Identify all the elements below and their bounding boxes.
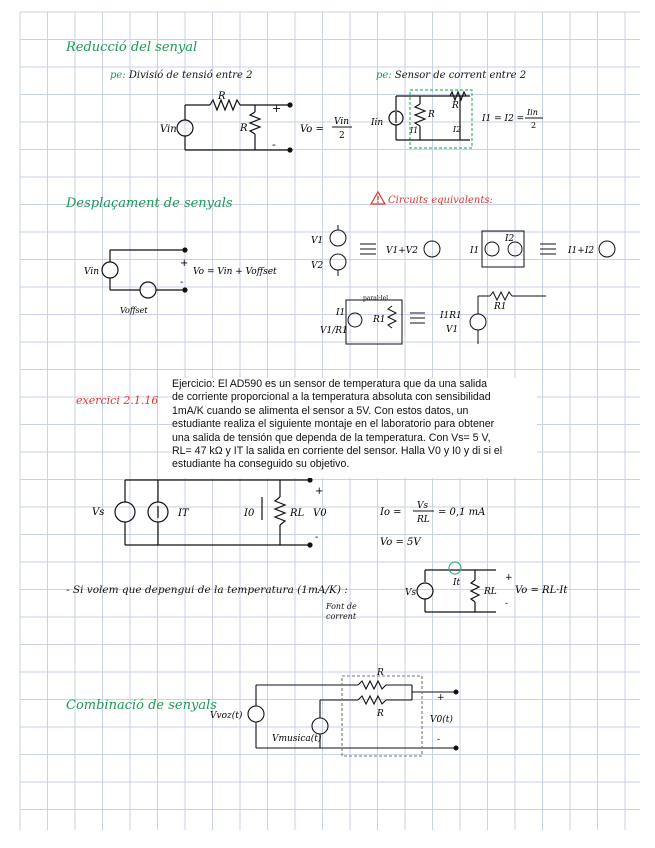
comb-minus: - [437, 735, 441, 745]
offset-vin-label: Vin [84, 267, 100, 277]
current-frac-den: 2 [531, 121, 537, 130]
vo-label: Vo = [300, 124, 324, 135]
r-top-label: R [218, 91, 226, 102]
iin-label: Iin [371, 118, 384, 128]
offset-circuit [102, 248, 187, 298]
note-sub1: Font de [326, 602, 357, 611]
exercise-circuit [115, 478, 312, 547]
eq1-v1: V1 [311, 236, 324, 246]
heading-circuits-equivalents: Circuits equivalents: [388, 195, 493, 206]
ex-minus: - [315, 532, 319, 543]
eq2-sum: I1+I2 [568, 246, 595, 256]
vo-frac-den: 2 [339, 131, 345, 141]
offset-plus: + [180, 258, 189, 269]
exercise-line: 1mA/K cuando se alimenta el sensor a 5V. Con estos datos, un [172, 404, 469, 417]
vin-label: Vin [160, 124, 177, 135]
ex-v0: V0 [313, 508, 327, 519]
alt-vs: Vs [405, 588, 417, 598]
eq2-i1: I1 [470, 246, 480, 256]
heading-exercici: exercici 2.1.16 [76, 394, 159, 407]
left-note: pe: Divisió de tensió entre 2 [110, 70, 253, 81]
offset-minus: - [180, 277, 184, 288]
ex-vs: Vs [92, 507, 105, 518]
eq3-i1: I1 [336, 308, 346, 318]
note-sub2: corrent [326, 612, 357, 621]
comb-vvoz: Vvoz(t) [210, 711, 243, 721]
temperature-note: - Si volem que depengui de la temperatura (1mA/K) : [66, 584, 348, 596]
exercise-statement [172, 378, 537, 478]
comb-v0: V0(t) [430, 715, 453, 725]
eq3-parallel: paral·lel [363, 295, 389, 302]
minus-label: - [272, 138, 276, 151]
comb-r-bottom: R [377, 709, 384, 719]
combination-circuit [248, 676, 458, 756]
heading-desplacament: Desplaçament de senyals [66, 196, 233, 211]
comb-plus: + [437, 693, 445, 703]
eq1-sum: V1+V2 [386, 246, 418, 256]
eq3-r1b: R1 [494, 302, 507, 312]
warning-triangle-icon [371, 192, 385, 204]
eq-io-num: Vs [417, 501, 429, 511]
eq-io-val: = 0,1 mA [438, 507, 486, 518]
eq1-v2: V2 [311, 261, 324, 271]
r-side-label: R [240, 123, 248, 134]
eq3-v1: V1 [446, 325, 459, 335]
r2-label: R [452, 101, 459, 111]
exercise-line: estudiante realiza el siguiente montaje en el laboratorio para obtener [172, 418, 495, 431]
ex-it: IT [178, 508, 189, 519]
exercise-line: una salida de tensión que dependa de la temperatura. Con Vs= 5 V, [172, 431, 491, 444]
plus-label: + [272, 102, 282, 115]
alt-vo: Vo = RL·It [515, 585, 568, 596]
eq3-v1r1: V1/R1 [320, 326, 348, 336]
alt-rl: RL [484, 587, 497, 597]
current-eq-label: I1 = I2 = [482, 114, 525, 124]
eq-vo: Vo = 5V [380, 537, 421, 548]
alt-plus: + [505, 573, 513, 583]
exercise-line: de corriente proporcional a la temperatura absoluta con sensibilidad [172, 391, 491, 404]
comb-vmusica: Vmusica(t) [272, 734, 322, 744]
exercise-line: Ejercicio: El AD590 es un sensor de temperatura que da una salida [172, 378, 488, 390]
alt-minus: - [505, 599, 509, 609]
exercise-line: estudiante ha conseguido su objetivo. [172, 458, 350, 471]
heading-reduccio: Reducció del senyal [66, 40, 198, 55]
comb-r-top: R [377, 668, 384, 678]
i1-label: I1 [410, 126, 419, 135]
eq-io: Io = [380, 507, 402, 518]
current-frac-num: Iin [527, 108, 538, 117]
right-note: pe: Sensor de corrent entre 2 [376, 70, 527, 81]
exercise-line: RL= 47 kΩ y IT la salida en corriente del sensor. Halla V0 y I0 y di si el [172, 445, 503, 458]
eq2-i2: I2 [505, 234, 515, 244]
r1-label: R [428, 110, 435, 120]
eq3-r1: R1 [373, 315, 386, 325]
eq-io-den: RL [417, 515, 430, 525]
ex-i0: I0 [244, 508, 255, 519]
vo-frac-num: Vin [334, 117, 350, 127]
equivalents [330, 225, 615, 344]
ex-plus: + [315, 486, 324, 497]
i2-label: I2 [453, 125, 462, 134]
eq3-i1r1: I1R1 [440, 311, 462, 321]
offset-vo-eq: Vo = Vin + Voffset [193, 267, 277, 277]
heading-combinacio: Combinació de senyals [66, 698, 217, 713]
alt-it: It [453, 578, 461, 588]
voffset-label: Voffset [120, 306, 148, 315]
ex-rl: RL [290, 508, 305, 519]
